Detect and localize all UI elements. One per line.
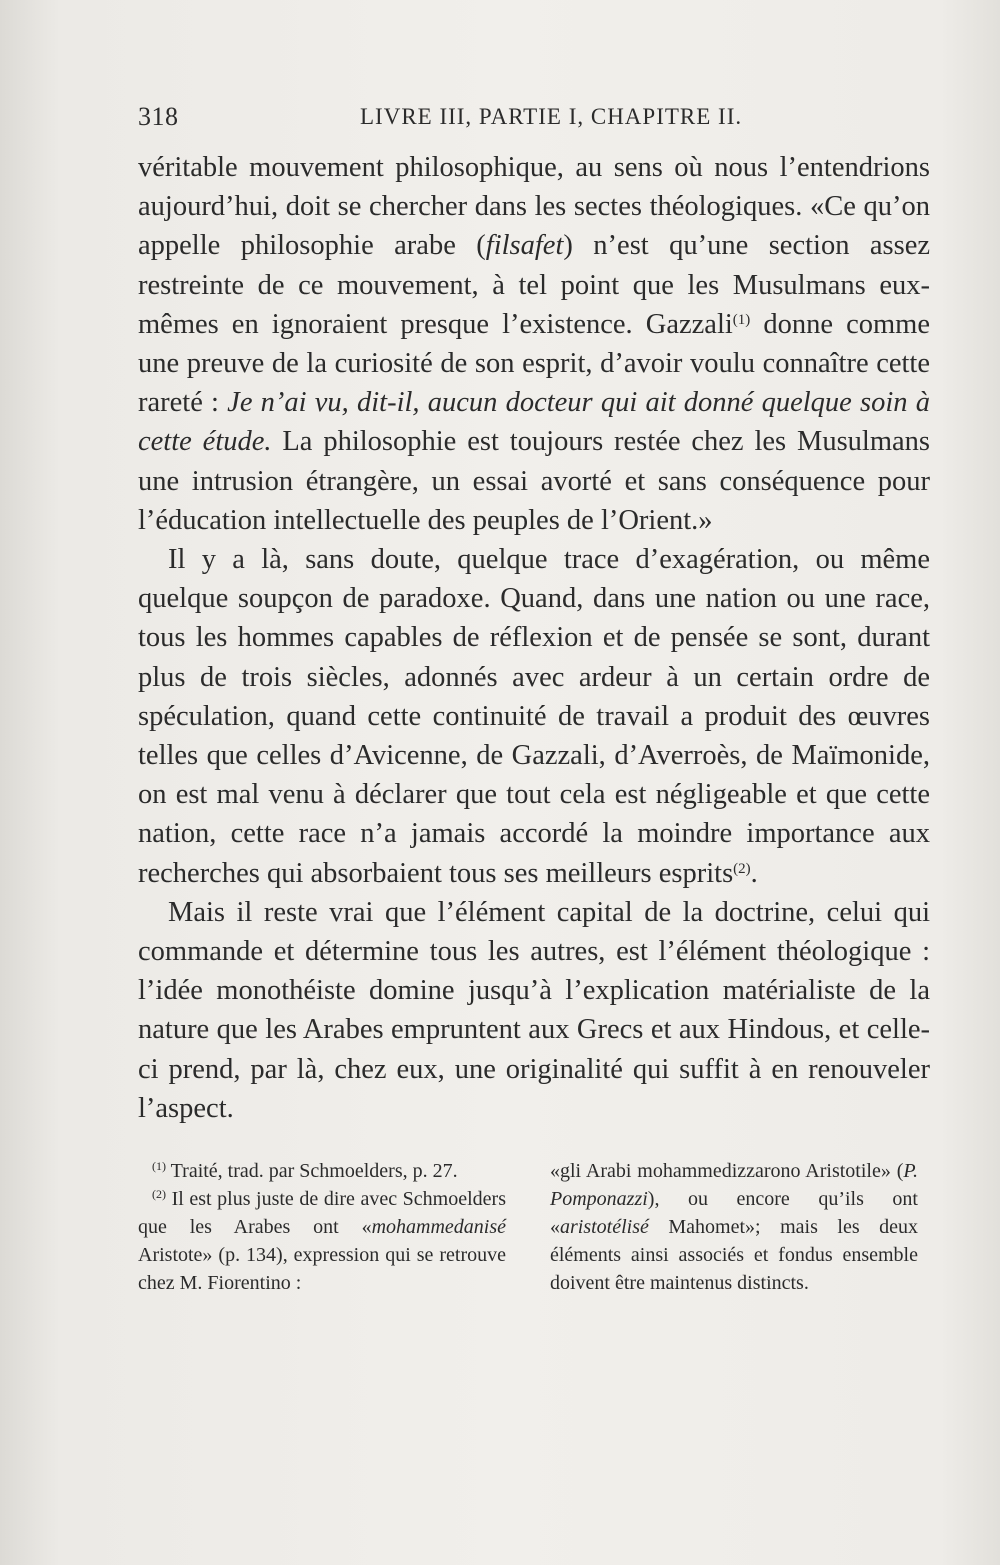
- italic-text: filsafet: [485, 230, 564, 262]
- text-run: Mais il reste vrai que l’élément capital de la doctrine, celui qui commande et détermine tous les autres, est l’élément théologique : l’idée monothéiste domine jusqu’à l’explication matérialiste de la nature que les Arabes empruntent aux Grecs et aux Hindous, et celle-ci prend, par là, chez eux, une originalité qui suffit à en renouveler l’aspect.: [138, 896, 930, 1124]
- page-header: [138, 102, 918, 142]
- text-run: ), ou encore qu’ils ont «: [550, 1188, 918, 1238]
- text-run: Traité, trad. par Schmoelders, p. 27.: [166, 1160, 458, 1182]
- footnote-ref: (1): [152, 1159, 166, 1173]
- italic-text: Je n’ai vu, dit-il, aucun docteur qui ait donné quelque soin à cette étude.: [138, 387, 930, 458]
- footnote-ref: (2): [152, 1187, 166, 1201]
- footnote-ref: (1): [732, 311, 751, 328]
- italic-text: mohammedanisé: [371, 1216, 506, 1238]
- text-run: La philosophie est toujours restée chez les Musulmans une intrusion étrangère, un essai avorté et sans conséquence pour l’éducation intellectuelle des peuples de l’Orient.»: [138, 426, 930, 536]
- footnotes-right-column: [550, 1157, 918, 1357]
- footnote-ref: (2): [733, 860, 751, 877]
- paragraph: [138, 893, 930, 1128]
- footnote: [138, 1185, 506, 1297]
- footnote: [138, 1157, 506, 1185]
- text-run: «gli Arabi mohammedizzarono Aristotile» (: [550, 1160, 904, 1182]
- paragraph: [138, 540, 930, 893]
- italic-text: aristotélisé: [560, 1216, 649, 1238]
- paragraph: [138, 148, 930, 540]
- running-title: LIVRE III, PARTIE I, CHAPITRE II.: [360, 104, 743, 129]
- main-text: [138, 148, 930, 1128]
- text-run: ) n’est qu’une section assez restreinte de ce mouvement, à tel point que les Musulmans eux-mêmes en ignoraient presque l’existence. Gazzali: [138, 230, 931, 340]
- text-run: donne comme une preuve de la curiosité de son esprit, d’avoir voulu connaître cette rareté :: [138, 308, 930, 419]
- text-run: véritable mouvement philosophique, au sens où nous l’entendrions aujourd’hui, doit se chercher dans les sectes théologiques. «Ce qu’on appelle philosophie arabe (: [138, 152, 930, 262]
- italic-text: P. Pomponazzi: [550, 1160, 918, 1210]
- page-number: 318: [138, 102, 179, 131]
- text-run: Aristote» (p. 134), expression qui se retrouve chez M. Fiorentino :: [138, 1244, 506, 1294]
- text-run: Il est plus juste de dire avec Schmoelders que les Arabes ont «: [138, 1188, 506, 1238]
- text-run: Mahomet»; mais les deux éléments ainsi associés et fondus ensemble doivent être maintenus distincts.: [550, 1216, 918, 1294]
- footnotes-left-column: [138, 1157, 506, 1357]
- text-run: .: [750, 857, 758, 889]
- footnote: [550, 1157, 918, 1297]
- footnotes: [138, 1157, 918, 1357]
- text-run: Il y a là, sans doute, quelque trace d’exagération, ou même quelque soupçon de paradoxe. Quand, dans une nation ou une race, tous les hommes capables de réflexion et de pensée se sont, durant plus de trois siècles, adonnés avec ardeur à un certain ordre de spéculation, quand cette continuité de travail a produit des œuvres telles que celles d’Avicenne, de Gazzali, d’Averroès, de Maïmonide, on est mal venu à déclarer que tout cela est négligeable et que cette nation, cette race n’a jamais accordé la moindre importance aux recherches qui absorbaient tous ses meilleurs esprits: [138, 544, 930, 889]
